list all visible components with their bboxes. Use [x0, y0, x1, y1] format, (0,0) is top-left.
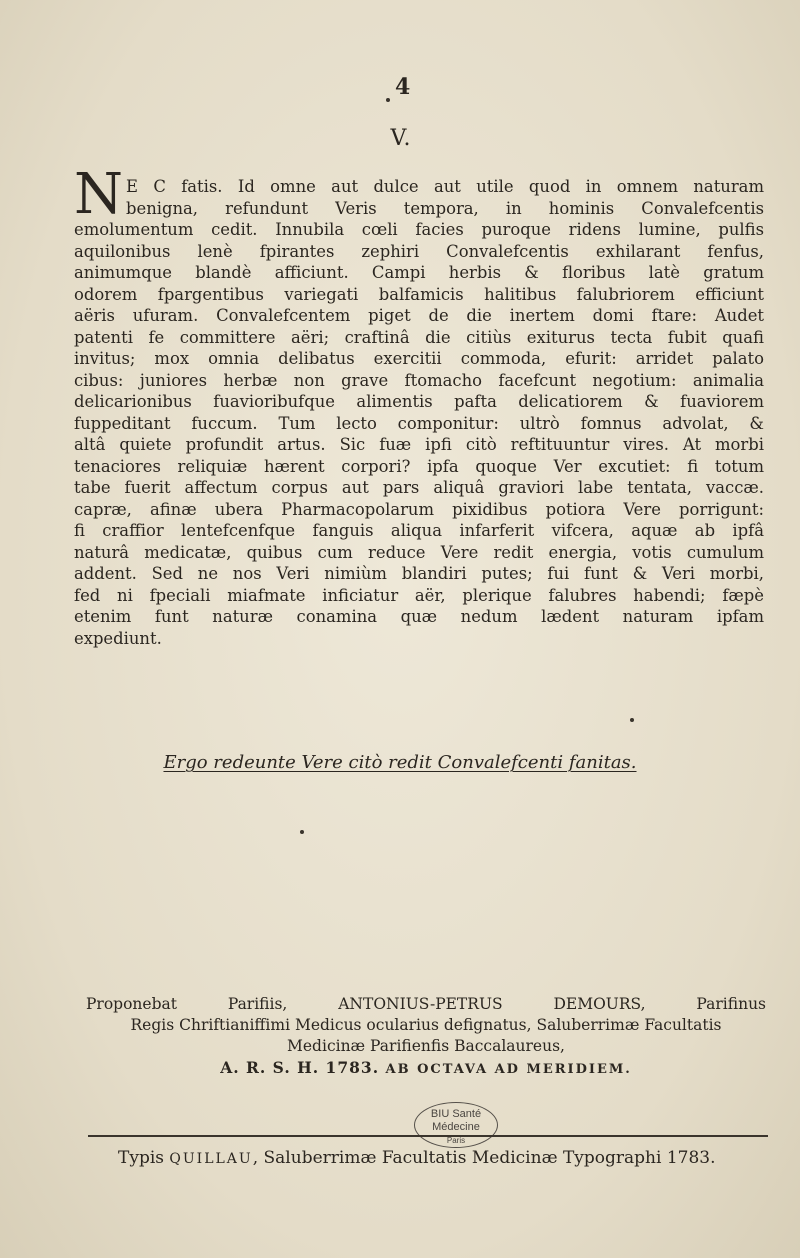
body-line: emolumentum cedit. Innubila cœli facies puroque ridens lumine, pulfis — [74, 220, 764, 239]
body-line: aquilonibus lenè fpirantes zephiri Convalefcentis exhilarant fenfus, — [74, 241, 764, 261]
page-number: 4 — [395, 74, 411, 100]
corollary — [0, 752, 800, 773]
body-line: odorem fpargentibus variegati balfamicis halitibus falubriorem efficiunt — [74, 284, 764, 304]
drop-cap: N — [74, 162, 123, 227]
ink-speck — [386, 98, 390, 102]
body-line: benigna, refundunt Veris tempora, in hominis Convalefcentis — [126, 198, 764, 218]
body-line: animumque blandè afficiunt. Campi herbis & floribus latè gratum — [74, 263, 764, 282]
body-line: patenti fe committere aëri; craftinâ die citiùs exiturus tecta fubit quafi — [74, 327, 764, 347]
library-stamp — [414, 1102, 498, 1148]
body-line: addent. Sed ne nos Veri nimiùm blandiri putes; fui funt & Veri morbi, — [74, 564, 764, 583]
body-line: altâ quiete profundit artus. Sic fuæ ipfi citò reftituuntur vires. At morbi — [74, 435, 764, 454]
colophon — [118, 1148, 778, 1168]
body-line: tabe fuerit affectum corpus aut pars aliquâ graviori labe tentata, vaccæ. — [74, 478, 764, 497]
section-heading: V. — [390, 126, 412, 151]
body-line: tenaciores reliquiæ hærent corpori? ipfa quoque Ver excutiet: fi totum — [74, 456, 764, 476]
body-line: expediunt. — [74, 628, 162, 648]
colophon-prefix: Typis — [118, 1148, 164, 1168]
ink-speck — [300, 830, 304, 834]
thesis-body — [74, 176, 764, 649]
defense-line: Medicinæ Parifienfis Baccalaureus, — [287, 1037, 565, 1055]
body-line: delicarionibus fuavioribufque alimentis pafta delicatiorem & fuaviorem — [74, 392, 764, 411]
stamp-line: Médecine — [432, 1121, 480, 1133]
stamp-line: BIU Santé — [430, 1108, 482, 1120]
defense-date — [86, 1057, 766, 1080]
divider-rule — [88, 1135, 768, 1137]
body-line: aëris ufuram. Convalefcentem piget de die inertem domi ftare: Audet — [74, 306, 764, 325]
defense-date-main: A. R. S. H. 1783. — [220, 1058, 380, 1077]
colophon-rest: , Saluberrimæ Facultatis Medicinæ Typographi 1783. — [252, 1148, 716, 1168]
body-line: naturâ medicatæ, quibus cum reduce Vere redit energia, votis cumulum — [74, 542, 764, 562]
body-line: E C fatis. Id omne aut dulce aut utile quod in omnem naturam — [126, 177, 764, 196]
colophon-printer: QUILLAU — [169, 1151, 253, 1167]
ink-speck — [630, 718, 634, 722]
body-line: invitus; mox omnia delibatus exercitii commoda, efurit: arridet palato — [74, 349, 764, 368]
corollary-text: Ergo redeunte Vere citò redit Convalefcenti fanitas. — [163, 752, 637, 773]
defense-line: Regis Chriftianiffimi Medicus ocularius defignatus, Saluberrimæ Facultatis — [130, 1016, 722, 1034]
defense-block — [86, 994, 766, 1080]
stamp-line: Paris — [446, 1136, 466, 1145]
body-line: fed ni fpeciali miafmate inficiatur aër, plerique falubres habendi; fæpè — [74, 585, 764, 605]
body-line: cibus: juniores herbæ non grave ftomacho facefcunt negotium: animalia — [74, 370, 764, 390]
defense-line: Proponebat Parifiis, ANTONIUS-PETRUS DEMOURS, Parifinus — [86, 995, 766, 1013]
defense-date-time: AB OCTAVA AD MERIDIEM. — [385, 1062, 632, 1077]
body-line: etenim funt naturæ conamina quæ nedum lædent naturam ipfam — [74, 607, 764, 626]
body-line: fuppeditant fuccum. Tum lecto componitur: ultrò fomnus advolat, & — [74, 413, 764, 433]
body-line: fi craffior lentefcenfque fanguis aliqua infarferit vifcera, aquæ ab ipfâ — [74, 521, 764, 540]
body-line: capræ, afinæ ubera Pharmacopolarum pixidibus potiora Vere porrigunt: — [74, 499, 764, 519]
